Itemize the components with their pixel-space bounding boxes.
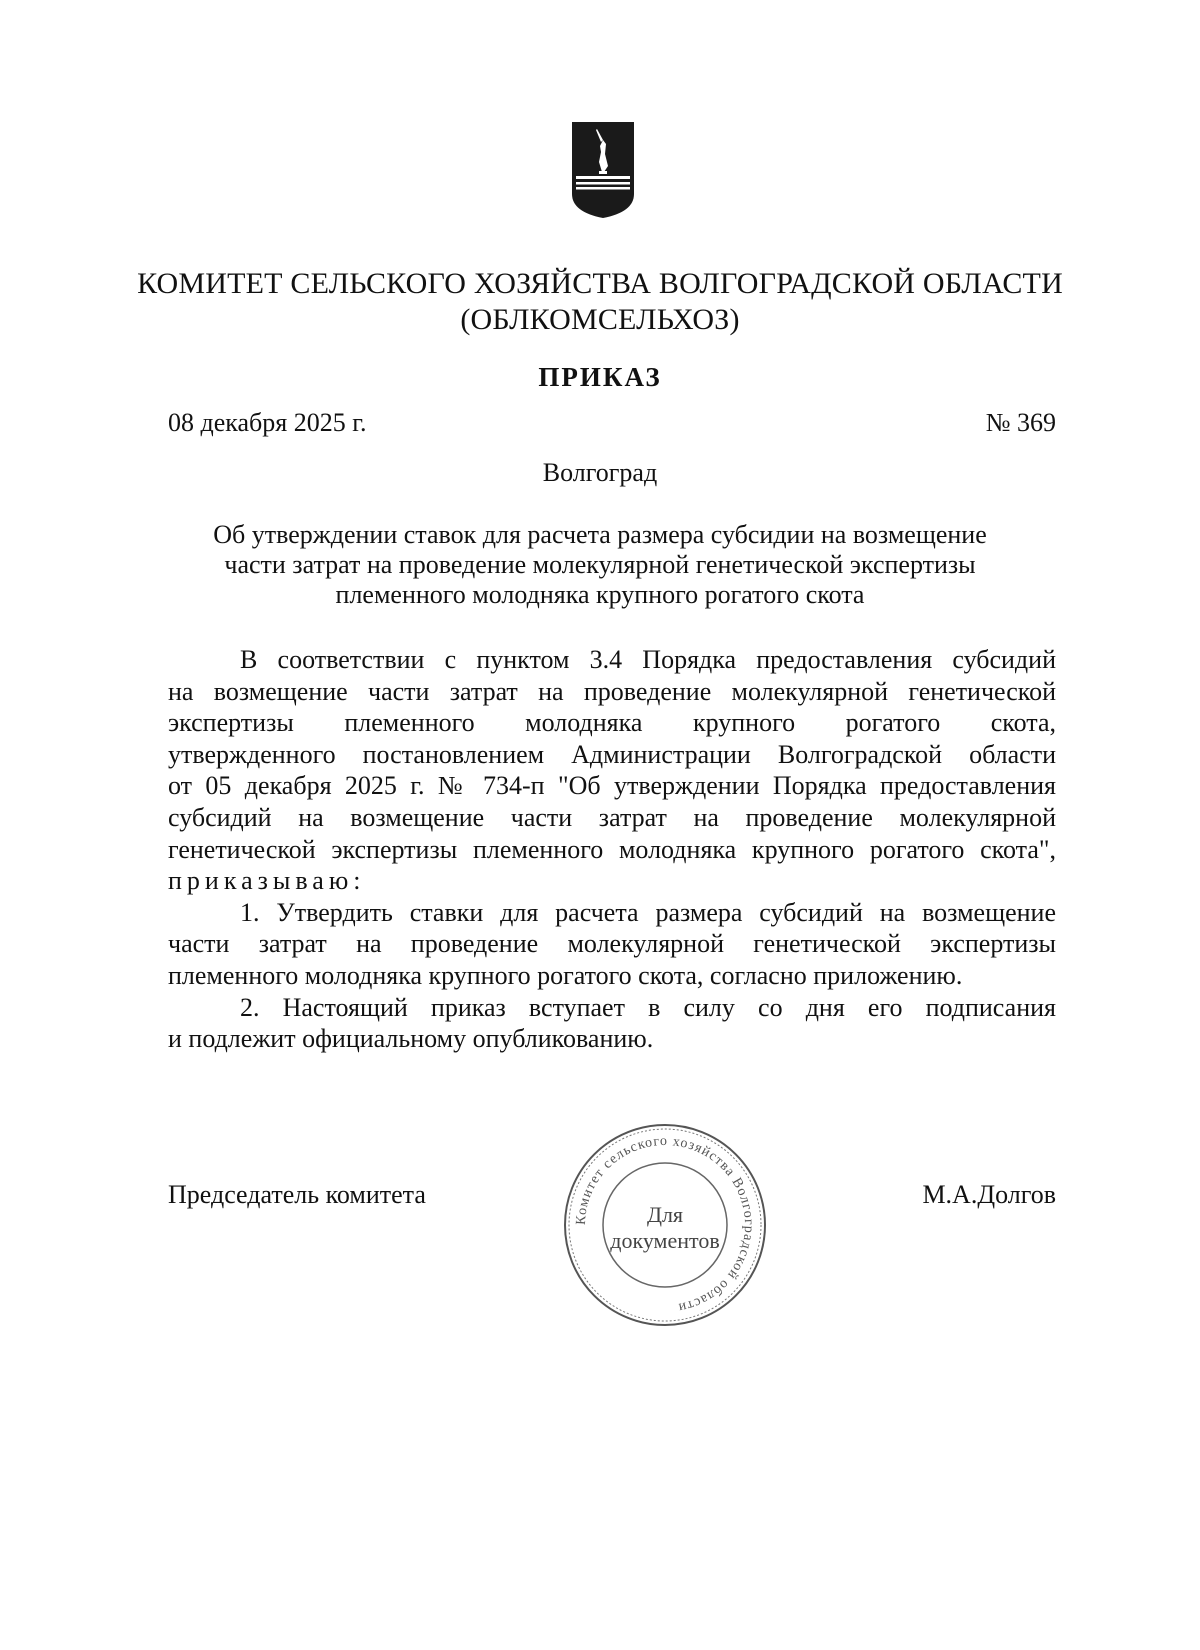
subject-line: Об утверждении ставок для расчета размера субсидии на возмещение xyxy=(213,520,987,549)
stamp-inner-line: документов xyxy=(610,1228,720,1253)
body-line: генетической экспертизы племенного молодняка крупного рогатого скота", xyxy=(168,834,1056,864)
signer-title: Председатель комитета xyxy=(168,1180,426,1209)
coat-of-arms-icon xyxy=(570,120,636,220)
stamp-inner-line: Для xyxy=(646,1202,684,1227)
stamp-ring-text: Комитет сельского хозяйства Волгоградской области xyxy=(573,1133,757,1315)
organization-abbreviation: (ОБЛКОМСЕЛЬХОЗ) xyxy=(460,303,740,336)
signer-name: М.А.Долгов xyxy=(922,1180,1056,1209)
organization-name: КОМИТЕТ СЕЛЬСКОГО ХОЗЯЙСТВА ВОЛГОГРАДСКОЙ ОБЛАСТИ xyxy=(137,267,1063,300)
body-line: 1. Утвердить ставки для расчета размера субсидий на возмещение xyxy=(240,897,1056,927)
stamp-inner-text xyxy=(600,1202,730,1254)
document-number: № 369 xyxy=(985,408,1056,437)
body-line: племенного молодняка крупного рогатого скота, согласно приложению. xyxy=(168,960,963,990)
document-subject xyxy=(150,520,1050,610)
body-line: 2. Настоящий приказ вступает в силу со дня его подписания xyxy=(240,992,1056,1022)
body-line: субсидий на возмещение части затрат на проведение молекулярной xyxy=(168,802,1056,832)
body-line-order-word: приказываю: xyxy=(168,866,366,896)
body-line: от 05 декабря 2025 г. № 734-п "Об утверждении Порядка предоставления xyxy=(168,771,1056,801)
document-city: Волгоград xyxy=(542,458,658,487)
subject-line: племенного молодняка крупного рогатого скота xyxy=(335,580,865,609)
document-body xyxy=(168,644,1056,1055)
body-line: и подлежит официальному опубликованию. xyxy=(168,1024,654,1054)
body-line: экспертизы племенного молодняка крупного рогатого скота, xyxy=(168,708,1056,738)
body-line: В соответствии с пунктом 3.4 Порядка предоставления субсидий xyxy=(240,645,1056,674)
body-line: на возмещение части затрат на проведение молекулярной генетической xyxy=(168,676,1056,706)
document-type: ПРИКАЗ xyxy=(538,362,662,392)
body-line: части затрат на проведение молекулярной генетической экспертизы xyxy=(168,929,1056,959)
subject-line: части затрат на проведение молекулярной генетической экспертизы xyxy=(224,550,976,579)
document-date: 08 декабря 2025 г. xyxy=(168,408,367,437)
body-line: утвержденного постановлением Администрации Волгоградской области xyxy=(168,739,1056,769)
